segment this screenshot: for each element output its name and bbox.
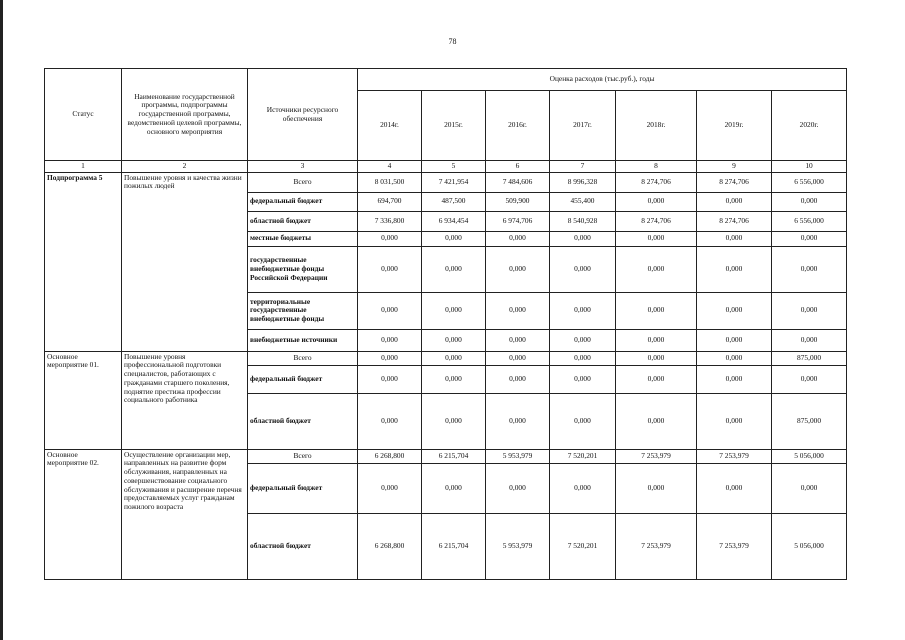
value-cell: 0,000	[772, 192, 847, 211]
value-cell: 8 031,500	[358, 172, 422, 192]
page-number: 78	[448, 37, 457, 46]
program-name-cell: Повышение уровня профессиональной подготовки специалистов, работающих с гражданами старшего поколения, поднятие престижа профессии социального работника	[122, 351, 248, 449]
value-cell: 0,000	[772, 329, 847, 351]
value-cell: 0,000	[422, 365, 486, 393]
value-cell: 0,000	[422, 292, 486, 329]
value-cell: 5 953,979	[486, 513, 550, 579]
value-cell: 0,000	[697, 393, 772, 449]
value-cell: 6 934,454	[422, 211, 486, 231]
value-cell: 8 274,706	[697, 211, 772, 231]
value-cell: 0,000	[422, 463, 486, 513]
value-cell: 0,000	[616, 231, 697, 246]
value-cell: 0,000	[486, 329, 550, 351]
value-cell: 0,000	[422, 329, 486, 351]
value-cell: 0,000	[422, 246, 486, 292]
value-cell: 0,000	[550, 246, 616, 292]
value-cell: 875,000	[772, 351, 847, 365]
value-cell: 0,000	[486, 231, 550, 246]
value-cell: 6 556,000	[772, 211, 847, 231]
column-number: 9	[697, 161, 772, 173]
source-cell: местные бюджеты	[248, 231, 358, 246]
column-number: 1	[45, 161, 122, 173]
source-cell: Всего	[248, 449, 358, 463]
value-cell: 5 056,000	[772, 513, 847, 579]
value-cell: 8 274,706	[616, 172, 697, 192]
value-cell: 0,000	[422, 393, 486, 449]
value-cell: 8 996,328	[550, 172, 616, 192]
value-cell: 0,000	[697, 246, 772, 292]
value-cell: 0,000	[697, 231, 772, 246]
value-cell: 455,400	[550, 192, 616, 211]
source-cell: федеральный бюджет	[248, 463, 358, 513]
value-cell: 7 520,201	[550, 513, 616, 579]
value-cell: 5 953,979	[486, 449, 550, 463]
source-cell: Всего	[248, 172, 358, 192]
header-name: Наименование государственной программы, подпрограммы государственной программы, ведомственной целевой программы, основного мероприятия	[122, 69, 248, 161]
value-cell: 0,000	[358, 292, 422, 329]
value-cell: 7 253,979	[616, 449, 697, 463]
column-number: 6	[486, 161, 550, 173]
value-cell: 0,000	[486, 463, 550, 513]
value-cell: 7 484,606	[486, 172, 550, 192]
value-cell: 6 974,706	[486, 211, 550, 231]
value-cell: 0,000	[422, 231, 486, 246]
header-estimate: Оценка расходов (тыс.руб.), годы	[358, 69, 847, 91]
value-cell: 0,000	[616, 365, 697, 393]
table-row	[45, 449, 847, 463]
value-cell: 6 268,800	[358, 449, 422, 463]
table-row	[45, 351, 847, 365]
value-cell: 0,000	[486, 365, 550, 393]
value-cell: 0,000	[550, 351, 616, 365]
value-cell: 0,000	[616, 246, 697, 292]
value-cell: 0,000	[358, 246, 422, 292]
value-cell: 6 215,704	[422, 513, 486, 579]
value-cell: 6 268,800	[358, 513, 422, 579]
value-cell: 0,000	[772, 463, 847, 513]
value-cell: 0,000	[616, 329, 697, 351]
value-cell: 0,000	[772, 292, 847, 329]
value-cell: 0,000	[550, 463, 616, 513]
column-number: 3	[248, 161, 358, 173]
value-cell: 509,900	[486, 192, 550, 211]
source-cell: областной бюджет	[248, 513, 358, 579]
value-cell: 0,000	[550, 292, 616, 329]
value-cell: 694,700	[358, 192, 422, 211]
column-number: 8	[616, 161, 697, 173]
value-cell: 0,000	[616, 192, 697, 211]
value-cell: 0,000	[697, 329, 772, 351]
source-cell: областной бюджет	[248, 211, 358, 231]
value-cell: 0,000	[616, 393, 697, 449]
value-cell: 0,000	[358, 231, 422, 246]
source-cell: федеральный бюджет	[248, 192, 358, 211]
value-cell: 0,000	[772, 231, 847, 246]
value-cell: 0,000	[772, 365, 847, 393]
value-cell: 0,000	[697, 365, 772, 393]
value-cell: 0,000	[616, 351, 697, 365]
column-number: 7	[550, 161, 616, 173]
column-number: 2	[122, 161, 248, 173]
value-cell: 0,000	[616, 463, 697, 513]
header-year: 2016г.	[486, 91, 550, 161]
header-year: 2019г.	[697, 91, 772, 161]
value-cell: 5 056,000	[772, 449, 847, 463]
header-row-top	[45, 69, 847, 91]
header-year: 2018г.	[616, 91, 697, 161]
value-cell: 0,000	[486, 393, 550, 449]
source-cell: государственные внебюджетные фонды Российской Федерации	[248, 246, 358, 292]
value-cell: 8 274,706	[616, 211, 697, 231]
header-status: Статус	[45, 69, 122, 161]
header-column-numbers-row	[45, 161, 847, 173]
table-row	[45, 172, 847, 192]
source-cell: внебюджетные источники	[248, 329, 358, 351]
value-cell: 0,000	[616, 292, 697, 329]
value-cell: 8 540,928	[550, 211, 616, 231]
source-cell: Всего	[248, 351, 358, 365]
header-year: 2020г.	[772, 91, 847, 161]
value-cell: 0,000	[486, 246, 550, 292]
budget-table	[44, 68, 847, 580]
value-cell: 0,000	[422, 351, 486, 365]
header-year: 2015г.	[422, 91, 486, 161]
value-cell: 8 274,706	[697, 172, 772, 192]
value-cell: 0,000	[697, 351, 772, 365]
value-cell: 0,000	[550, 393, 616, 449]
status-cell: Основное мероприятие 01.	[45, 351, 122, 449]
value-cell: 0,000	[550, 365, 616, 393]
program-name-cell: Осуществление организации мер, направленных на развитие форм обслуживания, направленных на совершенствование социального обслуживания и расширение перечня предоставляемых услуг гражданам пожилого возраста	[122, 449, 248, 579]
value-cell: 7 253,979	[616, 513, 697, 579]
source-cell: федеральный бюджет	[248, 365, 358, 393]
column-number: 10	[772, 161, 847, 173]
column-number: 4	[358, 161, 422, 173]
value-cell: 0,000	[486, 292, 550, 329]
page-left-edge	[0, 0, 3, 640]
value-cell: 7 520,201	[550, 449, 616, 463]
status-cell: Основное мероприятие 02.	[45, 449, 122, 579]
value-cell: 487,500	[422, 192, 486, 211]
value-cell: 0,000	[358, 463, 422, 513]
table-body	[45, 172, 847, 579]
value-cell: 0,000	[358, 393, 422, 449]
column-number: 5	[422, 161, 486, 173]
header-year: 2014г.	[358, 91, 422, 161]
value-cell: 0,000	[486, 351, 550, 365]
value-cell: 7 253,979	[697, 513, 772, 579]
value-cell: 0,000	[550, 329, 616, 351]
header-year: 2017г.	[550, 91, 616, 161]
value-cell: 7 336,800	[358, 211, 422, 231]
status-cell: Подпрограмма 5	[45, 172, 122, 351]
program-name-cell: Повышение уровня и качества жизни пожилых людей	[122, 172, 248, 351]
value-cell: 6 556,000	[772, 172, 847, 192]
value-cell: 0,000	[358, 351, 422, 365]
value-cell: 7 253,979	[697, 449, 772, 463]
value-cell: 0,000	[697, 463, 772, 513]
value-cell: 0,000	[550, 231, 616, 246]
value-cell: 7 421,954	[422, 172, 486, 192]
value-cell: 0,000	[697, 292, 772, 329]
value-cell: 875,000	[772, 393, 847, 449]
value-cell: 0,000	[358, 329, 422, 351]
value-cell: 0,000	[358, 365, 422, 393]
value-cell: 6 215,704	[422, 449, 486, 463]
value-cell: 0,000	[772, 246, 847, 292]
source-cell: областной бюджет	[248, 393, 358, 449]
header-sources: Источники ресурсного обеспечения	[248, 69, 358, 161]
value-cell: 0,000	[697, 192, 772, 211]
source-cell: территориальные государственные внебюджетные фонды	[248, 292, 358, 329]
